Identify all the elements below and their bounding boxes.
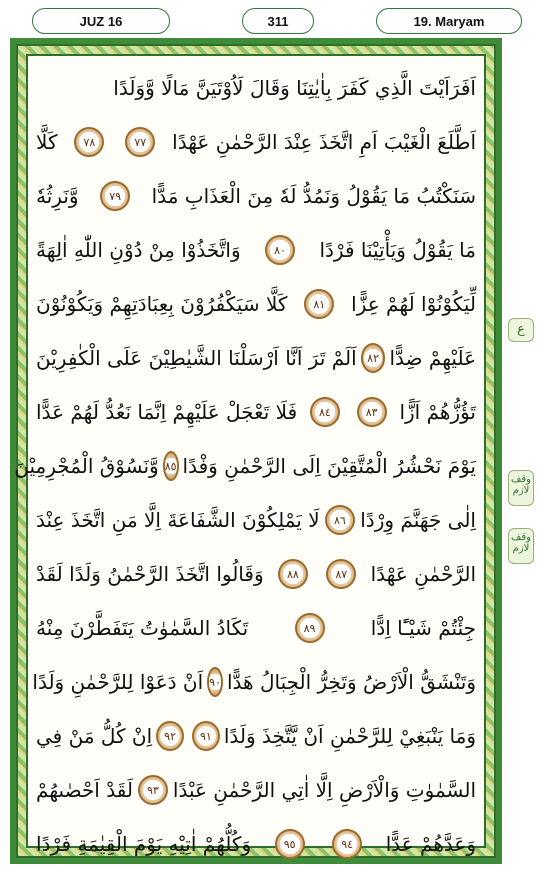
verse-text-continuation: وَكُلُّهُمْ اٰتِيْهِ يَوْمَ الْقِيٰمَةِ فَرْدًا (36, 832, 252, 856)
verse-text-continuation: وَاتَّخَذُوْا مِنْ دُوْنِ اللّٰهِ اٰلِهَةً (36, 238, 241, 262)
verse-line (36, 546, 476, 602)
ruku-marker: ع (508, 318, 534, 342)
verse-text: السَّمٰوٰتِ وَالْاَرْضِ اِلَّا اٰتِي الرَّحْمٰنِ عَبْدًا (172, 778, 476, 802)
ayah-number-marker: ٩٢ (156, 721, 184, 751)
ayah-number-marker: ٨٤ (310, 397, 340, 427)
page-header (12, 8, 528, 34)
ayah-number-marker: ٨٢ (361, 343, 386, 373)
ayah-number-marker: ٨٥ (163, 451, 179, 481)
surah-name: 19. Maryam (376, 8, 522, 34)
ayah-number-marker: ٨٧ (326, 559, 356, 589)
ayah-number-marker: ٩٤ (332, 829, 362, 859)
ayah-number-marker: ٨٨ (278, 559, 308, 589)
verse-text: عَلَيْهِمْ ضِدًّا (389, 346, 476, 370)
verse-text: لِّيَكُوْنُوْا لَهُمْ عِزًّا (351, 292, 476, 316)
ayah-number-marker: ٩٥ (275, 829, 305, 859)
page-number: 311 (242, 8, 314, 34)
verse-text-continuation: كَلَّا (36, 130, 58, 154)
juz-label: JUZ 16 (32, 8, 170, 34)
verse-line (36, 168, 476, 224)
verse-text: اَفَرَاَيْتَ الَّذِي كَفَرَ بِاٰيٰتِنَا وَقَالَ لَاُوْتَيَنَّ مَالًا وَّوَلَدًا (113, 76, 476, 100)
ayah-number-marker: ٧٩ (100, 181, 130, 211)
waqf-lazim-marker: وقف لازم (508, 470, 534, 506)
ayah-number-marker: ٩٣ (138, 775, 168, 805)
ayah-number-marker: ٨٦ (325, 505, 355, 535)
verse-text-continuation: وَّنَرِثُهٗ (36, 184, 79, 208)
ayah-number-marker: ٨١ (304, 289, 334, 319)
verse-line (36, 708, 476, 764)
verse-text-continuation: كَلَّا سَيَكْفُرُوْنَ بِعِبَادَتِهِمْ وَيَكُوْنُوْنَ (36, 292, 288, 316)
verse-line (36, 762, 476, 818)
verse-text-continuation: اَنْ دَعَوْا لِلرَّحْمٰنِ وَلَدًا (32, 670, 204, 694)
verse-text: جِئْتُمْ شَيْـًٔا اِدًّا (370, 616, 476, 640)
verse-text: يَوْمَ نَحْشُرُ الْمُتَّقِيْنَ اِلَى الرَّحْمٰنِ وَفْدًا (182, 454, 476, 478)
ayah-number-marker: ٩٠ (207, 667, 223, 697)
verse-text-continuation: وَقَالُوا اتَّخَذَ الرَّحْمٰنُ وَلَدًا لَقَدْ (36, 562, 264, 586)
verse-text: سَنَكْتُبُ مَا يَقُوْلُ وَنَمُدُّ لَهٗ مِنَ الْعَذَابِ مَدًّا (151, 184, 476, 208)
verse-line (32, 654, 476, 710)
verse-text: وَمَا يَنْبَغِيْ لِلرَّحْمٰنِ اَنْ يَّتَّخِذَ وَلَدًا (223, 724, 476, 748)
verse-line (36, 816, 476, 872)
verse-text: الرَّحْمٰنِ عَهْدًا (370, 562, 476, 586)
ayah-number-marker: ٧٧ (125, 127, 155, 157)
verse-text: اَطَّلَعَ الْغَيْبَ اَمِ اتَّخَذَ عِنْدَ الرَّحْمٰنِ عَهْدًا (172, 130, 476, 154)
verse-text-continuation: لَقَدْ اَحْصٰىهُمْ (36, 778, 133, 802)
verse-text-continuation: تَكَادُ السَّمٰوٰتُ يَتَفَطَّرْنَ مِنْهُ (36, 616, 249, 640)
verse-text: وَعَدَّهُمْ عَدًّا (385, 832, 476, 856)
verse-text-continuation: اَلَمْ تَرَ اَنَّا اَرْسَلْنَا الشَّيٰطِيْنَ عَلَى الْكٰفِرِيْنَ (36, 346, 357, 370)
verse-line (36, 330, 476, 386)
verse-line (36, 384, 476, 440)
verse-text-continuation: وَّنَسُوْقُ الْمُجْرِمِيْنَ (14, 454, 159, 478)
verse-line (36, 600, 476, 656)
verse-text-continuation: لَا يَمْلِكُوْنَ الشَّفَاعَةَ اِلَّا مَنِ اتَّخَذَ عِنْدَ (36, 508, 320, 532)
verse-text: وَتَنْشَقُّ الْاَرْضُ وَتَخِرُّ الْجِبَالُ هَدًّا (226, 670, 476, 694)
text-area (14, 54, 486, 856)
verse-text-continuation: اِنْ كُلُّ مَنْ فِي (36, 724, 153, 748)
verse-line (36, 492, 476, 548)
verse-text: اِلٰى جَهَنَّمَ وِرْدًا (360, 508, 476, 532)
ayah-number-marker: ٨٩ (295, 613, 325, 643)
ayah-number-marker: ٨٠ (265, 235, 295, 265)
ayah-number-marker: ٩١ (192, 721, 220, 751)
verse-line (14, 438, 476, 494)
verse-line (36, 222, 476, 278)
page-border-frame (10, 38, 502, 864)
waqf-lazim-marker-2: وقف لازم (508, 528, 534, 564)
verse-line (36, 60, 476, 116)
verse-text-continuation: فَلَا تَعْجَلْ عَلَيْهِمْ اِنَّمَا نَعُدُّ لَهُمْ عَدًّا (36, 400, 298, 424)
ayah-number-marker: ٨٣ (357, 397, 387, 427)
verse-text: تَؤُزُّهُمْ اَزًّا (399, 400, 476, 424)
verse-text: مَا يَقُوْلُ وَيَأْتِيْنَا فَرْدًا (319, 238, 476, 262)
verse-line (36, 114, 476, 170)
ayah-number-marker: ٧٨ (74, 127, 104, 157)
verse-line (36, 276, 476, 332)
